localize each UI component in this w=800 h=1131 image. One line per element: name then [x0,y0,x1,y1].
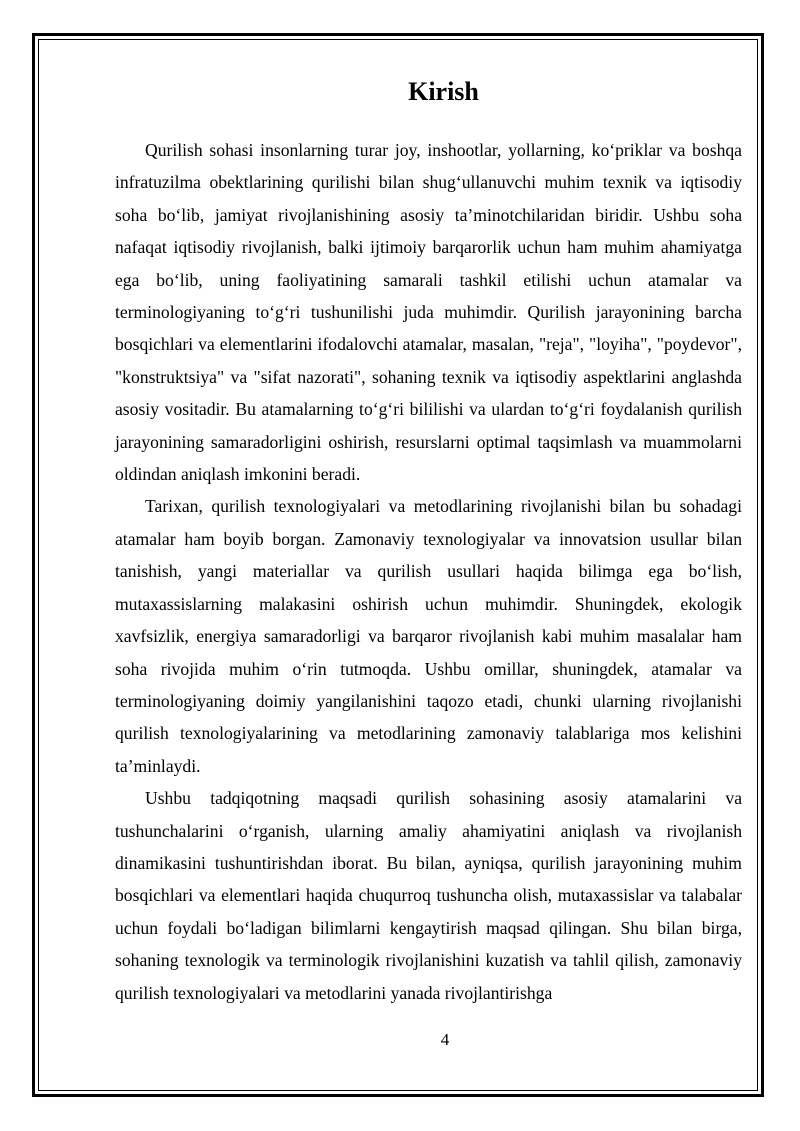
paragraph-1: Qurilish sohasi insonlarning turar joy, inshootlar, yollarning, ko‘priklar va boshqa infratuzilma obektlarining qurilishi bilan shug‘ullanuvchi muhim texnik va iqtisodiy soha bo‘lib, jamiyat rivojlanishining asosiy ta’minotchilaridan biridir. Ushbu soha nafaqat iqtisodiy rivojlanish, balki ijtimoiy barqarorlik uchun ham muhim ahamiyatga ega bo‘lib, uning faoliyatining samarali tashkil etilishi uchun atamalar va terminologiyaning to‘g‘ri tushunilishi juda muhimdir. Qurilish jarayonining barcha bosqichlari va elementlarini ifodalovchi atamalar, masalan, "reja", "loyiha", "poydevor", "konstruktsiya" va "sifat nazorati", sohaning texnik va iqtisodiy aspektlarini anglashda asosiy vositadir. Bu atamalarning to‘g‘ri bililishi va ulardan to‘g‘ri foydalanish qurilish jarayonining samaradorligini oshirish, resurslarni optimal taqsimlash va muammolarni oldindan aniqlash imkonini beradi. [115,140,742,485]
paragraph-3: Ushbu tadqiqotning maqsadi qurilish sohasining asosiy atamalarini va tushunchalarini o‘rganish, ularning amaliy ahamiyatini aniqlash va rivojlanish dinamikasini tushuntirishdan iborat. Bu bilan, ayniqsa, qurilish jarayonining muhim bosqichlari va elementlari haqida chuqurroq tushuncha olish, mutaxassislar va talabalar uchun foydali bo‘ladigan bilimlarni kengaytirish maqsad qilingan. Shu bilan birga, sohaning texnologik va terminologik rivojlanishini kuzatish va tahlil qilish, zamonaviy qurilish texnologiyalari va metodlarini yanada rivojlantirishga [115,788,742,1003]
page-content [115,72,742,1009]
paragraph-2: Tarixan, qurilish texnologiyalari va metodlarining rivojlanishi bilan bu sohadagi atamalar ham boyib borgan. Zamonaviy texnologiyalar va innovatsion usullar bilan tanishish, yangi materiallar va qurilish usullari haqida bilimga ega bo‘lish, mutaxassislarning malakasini oshirish uchun muhimdir. Shuningdek, ekologik xavfsizlik, energiya samaradorligi va barqaror rivojlanish kabi muhim masalalar ham soha rivojida muhim o‘rin tutmoqda. Ushbu omillar, shuningdek, atamalar va terminologiyaning doimiy yangilanishini taqozo etadi, chunki ularning rivojlanishi qurilish texnologiyalarining va metodlarining zamonaviy talablariga mos kelishini ta’minlaydi. [115,496,742,776]
page-title: Kirish [408,77,479,106]
page-number: 4 [440,1030,450,1049]
